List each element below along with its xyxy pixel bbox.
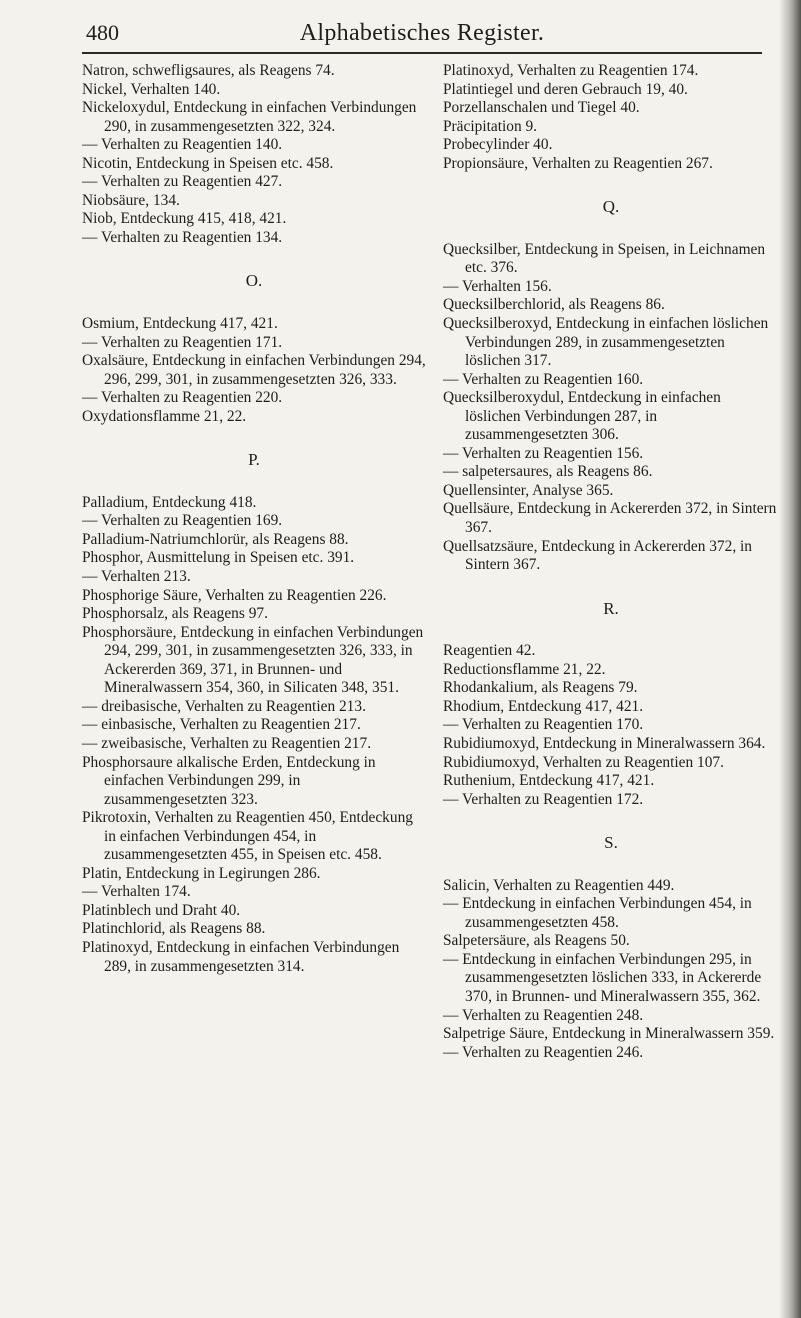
index-entry: Phosphorsalz, als Reagens 97. (82, 605, 268, 623)
index-entry: — Verhalten zu Reagentien 140. (82, 136, 283, 154)
index-entry: — Verhalten 174. (82, 883, 191, 901)
index-entry: Nicotin, Entdeckung in Speisen etc. 458. (82, 154, 334, 172)
index-entry: — Verhalten zu Reagentien 172. (443, 790, 644, 808)
index-entry: Phosphorige Säure, Verhalten zu Reagentien 226. (82, 586, 387, 604)
index-entry: Phosphorsaure alkalische Erden, Entdeckung in einfachen Verbindungen 299, in zusammengesetzten 323. (82, 753, 376, 808)
index-entry: Niobsäure, 134. (82, 191, 180, 209)
index-entry: Palladium, Entdeckung 418. (82, 493, 257, 511)
index-entry: — Verhalten 213. (82, 568, 191, 586)
index-entry: Reagentien 42. (443, 642, 536, 660)
section-letter: P. (248, 450, 260, 470)
index-entry: Propionsäure, Verhalten zu Reagentien 267. (443, 154, 713, 172)
index-entry: Nickel, Verhalten 140. (82, 80, 221, 98)
index-entry: — Verhalten zu Reagentien 248. (443, 1006, 644, 1024)
index-entry: Nickeloxydul, Entdeckung in einfachen Verbindungen 290, in zusammengesetzten 322, 324. (82, 99, 417, 135)
header-rule (82, 52, 762, 54)
index-entry: Quecksilberoxyd, Entdeckung in einfachen löslichen Verbindungen 289, in zusammengesetzten löslichen 317. (443, 315, 769, 370)
index-entry: Probecylinder 40. (443, 136, 553, 154)
index-entry: Phosphor, Ausmittelung in Speisen etc. 391. (82, 549, 355, 567)
index-entry: — Entdeckung in einfachen Verbindungen 295, in zusammengesetzten löslichen 333, in Ackererde 370, in Brunnen- und Mineralwassern 355, 362. (443, 950, 762, 1005)
index-entry: Pikrotoxin, Verhalten zu Reagentien 450, Entdeckung in einfachen Verbindungen 454, in zusammengesetzten 455, in Speisen etc. 458. (82, 809, 413, 864)
index-entry: Rhodankalium, als Reagens 79. (443, 679, 638, 697)
index-entry: Palladium-Natriumchlorür, als Reagens 88. (82, 530, 349, 548)
index-entry: Platinoxyd, Verhalten zu Reagentien 174. (443, 62, 699, 79)
index-entry: Platintiegel und deren Gebrauch 19, 40. (443, 80, 688, 98)
index-entry: Quecksilberoxydul, Entdeckung in einfachen löslichen Verbindungen 287, in zusammengesetzten 306. (443, 389, 721, 444)
index-entry: — einbasische, Verhalten zu Reagentien 217. (82, 716, 361, 734)
index-entry: Platinoxyd, Entdeckung in einfachen Verbindungen 289, in zusammengesetzten 314. (82, 938, 400, 975)
index-entry: Quecksilberchlorid, als Reagens 86. (443, 296, 665, 314)
page-number: 480 (86, 20, 119, 45)
page-header (82, 20, 762, 54)
index-entry: Quecksilber, Entdeckung in Speisen, in Leichnamen etc. 376. (443, 240, 766, 277)
index-entry: Quellensinter, Analyse 365. (443, 481, 614, 499)
index-entry: — Verhalten zu Reagentien 160. (443, 370, 644, 388)
index-entry: Phosphorsäure, Entdeckung in einfachen Verbindungen 294, 299, 301, in zusammengesetzten 326, 333, in Ackererden 369, 371, in Brunnen- und Mineralwassern 354, 360, in Silicaten 348, 351. (82, 623, 424, 697)
index-entry: — Verhalten zu Reagentien 220. (82, 389, 283, 407)
index-entry: Porzellanschalen und Tiegel 40. (443, 99, 640, 117)
index-entry: — dreibasische, Verhalten zu Reagentien 213. (82, 697, 366, 715)
index-entry: — Verhalten zu Reagentien 246. (443, 1043, 644, 1061)
section-letter: R. (603, 598, 619, 618)
index-column-left (82, 62, 426, 976)
index-entry: — Verhalten zu Reagentien 427. (82, 173, 283, 191)
index-entry: — zweibasische, Verhalten zu Reagentien 217. (82, 734, 372, 752)
index-entry: Präcipitation 9. (443, 117, 538, 135)
index-entry: — Verhalten 156. (443, 277, 552, 295)
index-entry: — Verhalten zu Reagentien 170. (443, 716, 644, 734)
index-entry: Oxalsäure, Entdeckung in einfachen Verbindungen 294, 296, 299, 301, in zusammengesetzten 326, 333. (82, 352, 426, 388)
index-entry: Reductionsflamme 21, 22. (443, 660, 606, 678)
index-entry: Salicin, Verhalten zu Reagentien 449. (443, 876, 675, 894)
index-entry: Platinblech und Draht 40. (82, 901, 241, 919)
section-letter: O. (245, 271, 263, 291)
index-entry: Niob, Entdeckung 415, 418, 421. (82, 210, 287, 228)
index-entry: Rubidiumoxyd, Entdeckung in Mineralwassern 364. (443, 734, 766, 752)
index-entry: Oxydationsflamme 21, 22. (82, 407, 247, 425)
index-entry: — Verhalten zu Reagentien 169. (82, 512, 283, 530)
index-column-right (443, 62, 779, 1062)
index-entry: Quellsäure, Entdeckung in Ackererden 372, in Sintern 367. (443, 500, 777, 537)
section-letter: Q. (602, 197, 620, 217)
index-entry: Quellsatzsäure, Entdeckung in Ackererden 372, in Sintern 367. (443, 537, 752, 574)
index-entry: — Verhalten zu Reagentien 134. (82, 228, 283, 246)
index-entry: — salpetersaures, als Reagens 86. (443, 463, 653, 481)
index-entry: Salpetrige Säure, Entdeckung in Mineralwassern 359. (443, 1025, 775, 1043)
index-entry: Salpetersäure, als Reagens 50. (443, 932, 630, 950)
section-letter: S. (604, 833, 618, 853)
index-entry: Rhodium, Entdeckung 417, 421. (443, 697, 644, 715)
index-entry: — Verhalten zu Reagentien 156. (443, 444, 644, 462)
running-head-title: Alphabetisches Register. (299, 20, 545, 46)
index-entry: Rubidiumoxyd, Verhalten zu Reagentien 107. (443, 753, 724, 771)
page-edge-shadow (779, 0, 801, 1318)
index-entry: — Verhalten zu Reagentien 171. (82, 333, 283, 351)
index-entry: — Entdeckung in einfachen Verbindungen 454, in zusammengesetzten 458. (443, 895, 752, 931)
index-entry: Natron, schwefligsaures, als Reagens 74. (82, 62, 335, 79)
index-entry: Ruthenium, Entdeckung 417, 421. (443, 772, 655, 790)
index-entry: Osmium, Entdeckung 417, 421. (82, 315, 278, 333)
index-entry: Platinchlorid, als Reagens 88. (82, 920, 266, 938)
index-entry: Platin, Entdeckung in Legirungen 286. (82, 864, 321, 882)
